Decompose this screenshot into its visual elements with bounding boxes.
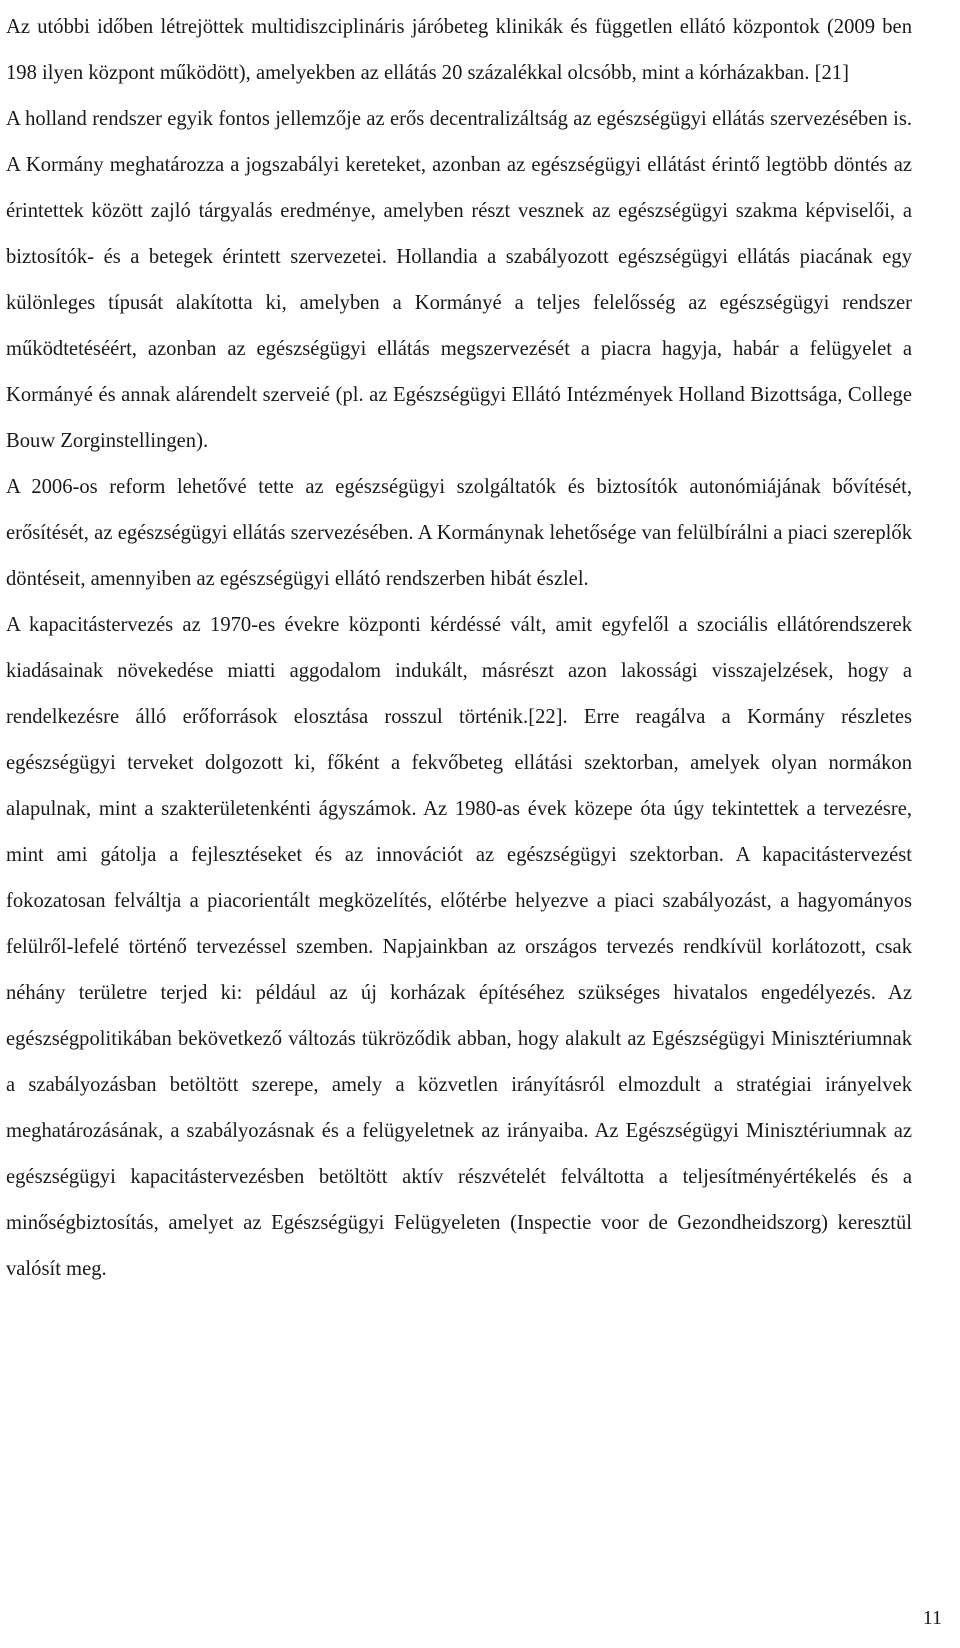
page-number: 11: [922, 1607, 942, 1629]
paragraph-2006-reform: A 2006-os reform lehetővé tette az egészségügyi szolgáltatók és biztosítók autonómiájának bővítését, erősítését, az egészségügyi ellátás szervezésében. A Kormánynak lehetősége van felülbírálni a piaci szereplők döntéseit, amennyiben az egészségügyi ellátó rendszerben hibát észlel.: [6, 476, 912, 590]
paragraph-outpatient-clinics: Az utóbbi időben létrejöttek multidiszciplináris járóbeteg klinikák és független ellátó központok (2009 ben 198 ilyen központ működött), amelyekben az ellátás 20 százalékkal olcsóbb, mint a kórházakban. [21]: [6, 16, 912, 84]
document-body: [6, 4, 912, 1292]
paragraph-capacity-planning: A kapacitástervezés az 1970-es évekre központi kérdéssé vált, amit egyfelől a szociális ellátórendszerek kiadásainak növekedése miatti aggodalom indukált, másrészt azon lakossági visszajelzések, hogy a rendelkezésre álló erőforrások elosztása rosszul történik.[22]. Erre reagálva a Kormány részletes egészségügyi terveket dolgozott ki, főként a fekvőbeteg ellátási szektorban, amelyek olyan normákon alapulnak, mint a szakterületenkénti ágyszámok. Az 1980-as évek közepe óta úgy tekintettek a tervezésre, mint ami gátolja a fejlesztéseket és az innovációt az egészségügyi szektorban. A kapacitástervezést fokozatosan felváltja a piacorientált megközelítés, előtérbe helyezve a piaci szabályozást, a hagyományos felülről-lefelé történő tervezéssel szemben. Napjainkban az országos tervezés rendkívül korlátozott, csak néhány területre terjed ki: például az új korházak építéséhez szükséges hivatalos engedélyezés. Az egészségpolitikában bekövetkező változás tükröződik abban, hogy alakult az Egészségügyi Minisztériumnak a szabályozásban betöltött szerepe, amely a közvetlen irányításról elmozdult a stratégiai irányelvek meghatározásának, a szabályozásnak és a felügyeletnek az irányaiba. Az Egészségügyi Minisztériumnak az egészségügyi kapacitástervezésben betöltött aktív részvételét felváltotta a teljesítményértékelés és a minőségbiztosítás, amelyet az Egészségügyi Felügyeleten (Inspectie voor de Gezondheidszorg) keresztül valósít meg.: [6, 614, 912, 1280]
paragraph-decentralization: A holland rendszer egyik fontos jellemzője az erős decentralizáltság az egészségügyi ellátás szervezésében is. A Kormány meghatározza a jogszabályi kereteket, azonban az egészségügyi ellátást érintő legtöbb döntés az érintettek között zajló tárgyalás eredménye, amelyben részt vesznek az egészségügyi szakma képviselői, a biztosítók- és a betegek érintett szervezetei. Hollandia a szabályozott egészségügyi ellátás piacának egy különleges típusát alakította ki, amelyben a Kormányé a teljes felelősség az egészségügyi rendszer működtetéséért, azonban az egészségügyi ellátás megszervezését a piacra hagyja, habár a felügyelet a Kormányé és annak alárendelt szerveié (pl. az Egészségügyi Ellátó Intézmények Holland Bizottsága, College Bouw Zorginstellingen).: [6, 108, 912, 452]
